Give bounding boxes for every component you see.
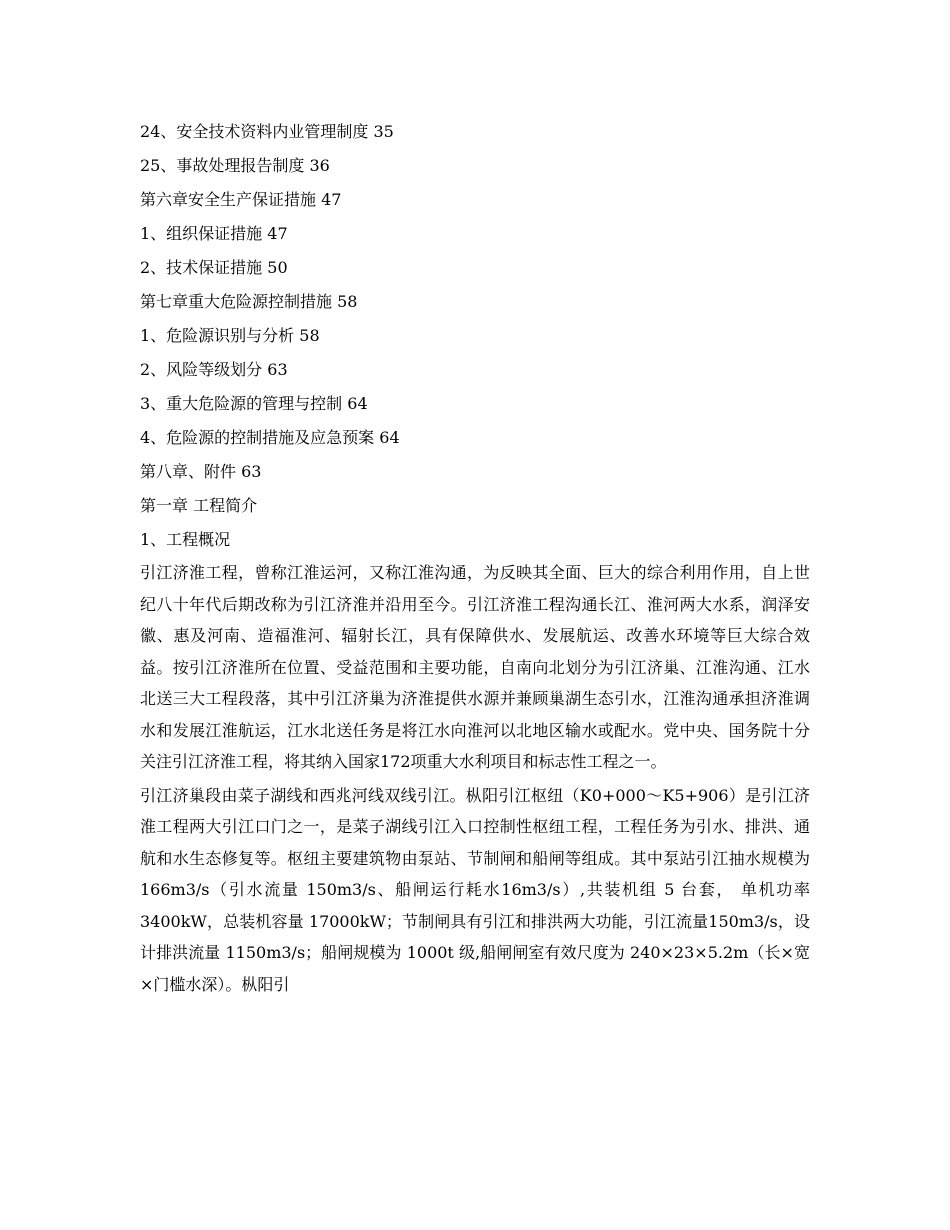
- section-title: 1、工程概况: [140, 530, 231, 549]
- toc-entry: 1、危险源识别与分析 58: [140, 326, 320, 345]
- toc-entry: 4、危险源的控制措施及应急预案 64: [140, 428, 400, 447]
- toc-entry: 25、事故处理报告制度 36: [140, 156, 330, 175]
- body-paragraph: 引江济巢段由菜子湖线和西兆河线双线引江。枞阳引江枢纽（K0+000～K5+906）是引江济淮工程两大引江口门之一，是菜子湖线引江入口控制性枢纽工程，工程任务为引水、排洪、通航和水生态修复等。枢纽主要建筑物由泵站、节制闸和船闸等组成。其中泵站引江抽水规模为 166m3/s（引水流量 150m3/s、船闸运行耗水16m3/s）,共装机组 5 台套， 单机功率 3400kW，总装机容量 17000kW；节制闸具有引江和排洪两大功能，引江流量150m3/s，设计排洪流量 1150m3/s；船闸规模为 1000t 级,船闸闸室有效尺度为 240×23×5.2m（长×宽×门槛水深）。枞阳引: [140, 785, 810, 994]
- document-page: [140, 115, 810, 1000]
- toc-entry: 第八章、附件 63: [140, 462, 262, 481]
- chapter-title: 第一章 工程简介: [140, 496, 258, 515]
- toc-entry: 2、风险等级划分 63: [140, 360, 288, 379]
- toc-entry: 1、组织保证措施 47: [140, 224, 288, 243]
- toc-entry: 第六章安全生产保证措施 47: [140, 190, 342, 209]
- body-paragraph: 引江济淮工程，曾称江淮运河，又称江淮沟通，为反映其全面、巨大的综合利用作用，自上世纪八十年代后期改称为引江济淮并沿用至今。引江济淮工程沟通长江、淮河两大水系，润泽安徽、惠及河南、造福淮河、辐射长江，具有保障供水、发展航运、改善水环境等巨大综合效益。按引江济淮所在位置、受益范围和主要功能，自南向北划分为引江济巢、江淮沟通、江水北送三大工程段落，其中引江济巢为济淮提供水源并兼顾巢湖生态引水，江淮沟通承担济淮调水和发展江淮航运，江水北送任务是将江水向淮河以北地区输水或配水。党中央、国务院十分关注引江济淮工程，将其纳入国家172项重大水利项目和标志性工程之一。: [140, 563, 810, 771]
- toc-entry: 2、技术保证措施 50: [140, 258, 288, 277]
- toc-entry: 24、安全技术资料内业管理制度 35: [140, 122, 394, 141]
- toc-entry: 第七章重大危险源控制措施 58: [140, 292, 358, 311]
- toc-entry: 3、重大危险源的管理与控制 64: [140, 394, 368, 413]
